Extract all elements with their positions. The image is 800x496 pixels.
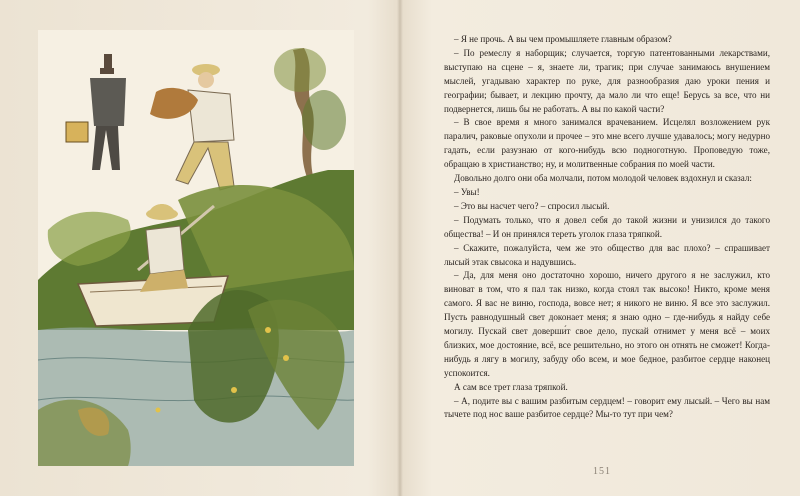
book-gutter [397, 0, 403, 496]
paragraph: А сам все трет глаза тряпкой. [454, 381, 568, 392]
paragraph: – А, подите вы с вашим разбитым сердцем! – говорит ему лысый. – Чего вы нам тычете под нос ваше разбитое сердце? Мы-то тут при чем? [444, 395, 770, 420]
paragraph: – Я не прочь. А вы чем промышляете главным образом? [454, 34, 672, 44]
paragraph: – В свое время я много занимался врачеванием. Исцелял возложением рук паралич, раковые опухоли и прочее – это мне всего лучше удавалось; могу недурно гадать, если разузнаю от кого-нибудь всю подноготную. Проповедую тоже, обращаю в христианство; ну, и молитвенные собрания по моей части. [444, 117, 770, 170]
page-number: 151 [593, 466, 611, 477]
paragraph: Довольно долго они оба молчали, потом молодой человек вздохнул и сказал: [454, 173, 752, 184]
paragraph: – Увы! [454, 186, 480, 197]
paragraph: – Скажите, пожалуйста, чем же это общество для вас плохо? – спрашивает лысый этак свысока и надувшись. [444, 242, 770, 267]
paragraph: – Да, для меня оно достаточно хорошо, ничего другого я не заслужил, кто виноват в том, что я пал так низко, когда стоял так высоко! Никто, кроме меня самого. Я вас не виню, господа, вовсе нет; я никого не виню. Я все это заслужил. Пусть равнодушный свет доконает меня; я знаю одно – где-нибудь я найду себе могилу. Пускай свет доверши́т свое дело, пускай отнимет у меня всё – моих близких, мое достояние, всё, все решительно, но этого он отнять не сможет! Когда-нибудь я лягу в могилу, забуду обо всем, и мое бедное, разбитое сердце наконец успокоится. [444, 270, 770, 378]
paragraph: – Подумать только, что я довел себя до такой жизни и унизился до такого общества! – И он принялся тереть уголок глаза тряпкой. [444, 214, 770, 239]
illustration-drawing [38, 30, 354, 466]
paragraph: – Это вы насчет чего? – спросил лысый. [454, 200, 610, 211]
page-text [444, 33, 770, 422]
paragraph: – По ремеслу я наборщик; случается, торгую патентованными лекарствами, выступаю на сцене – я, знаете ли, трагик; при случае занимаюсь внушением мыслей, угадываю характер по руке, для разнообразия даю уроки пения и географии; бывает, и лекцию прочту, да мало ли что еще! Берусь за все, что ни подвернется, лишь бы не работать. А вы по какой части? [444, 47, 770, 114]
illustration-boat-scene [38, 30, 354, 466]
